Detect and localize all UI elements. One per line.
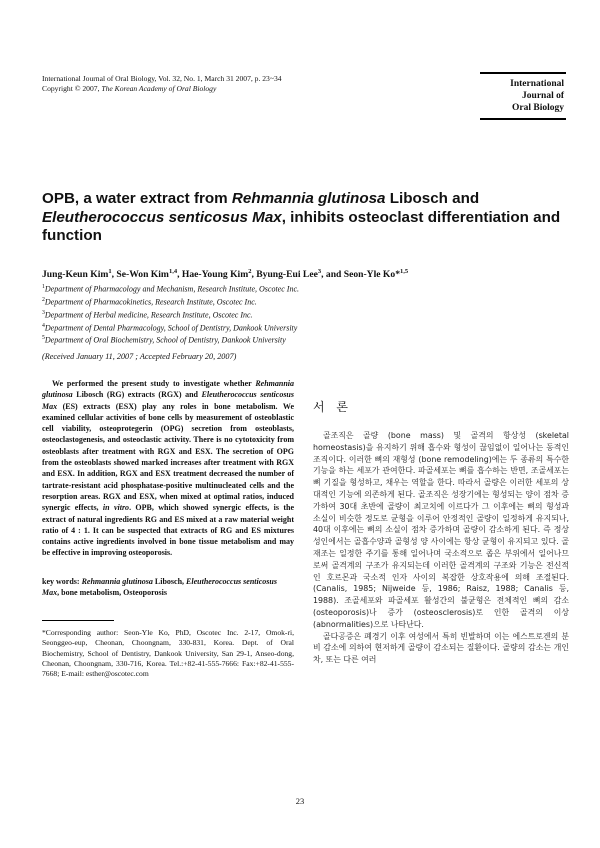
author-name: Hae-Young Kim [181,269,249,281]
title-species-1: Rehmannia glutinosa [231,190,386,207]
affiliation-text: Department of Oral Biochemistry, School of Dentistry, Dankook University [44,336,286,346]
affiliation-mark: 3 [42,309,45,316]
keyword-species: Eleutherococcus senticosus Max [42,577,277,598]
affiliation-text: Department of Dental Pharmacology, School of Dentistry, Dankook University [44,323,298,333]
author-separator: , and [321,269,344,281]
body-paragraph: 골다공증은 폐경기 이후 여성에서 특히 빈발하며 이는 에스트로겐의 분비 감소에 의하여 현저하게 골량이 감소되는 질환이다. 골량의 감소는 개인차, 또는 다른 여러 [313,631,569,665]
affiliation-item [42,282,562,295]
citation-line: International Journal of Oral Biology, Vol. 32, No. 1, March 31 2007, p. 23~34 [42,74,282,83]
section-heading-introduction: 서 론 [313,400,352,414]
keyword-text: Libosch, [152,577,187,586]
footnote-divider [42,620,114,621]
journal-name-line1: International [510,79,564,89]
abstract [42,378,294,559]
abstract-text: We performed the present study to investigate whether [52,379,256,388]
author-affiliation-mark: 1,5 [400,268,409,275]
keyword-species: Rehmannia glutinosa [81,577,153,586]
abstract-text: . OPB, which showed synergic effects, is the extract of natural ingredients RG and ES mixed at a raw material weight ratio of 4 : 1. It can be suspected that extracts of RG and ES mixtures contains active ingredients involved in bone tissue metabolism and may be effective in improving osteoporosis. [42,503,294,558]
received-dates: (Received January 11, 2007 ; Accepted February 20, 2007) [42,352,237,361]
abstract-latin: in vitro [102,503,130,513]
affiliation-item [42,308,562,321]
abstract-text: Libosch (RG) extracts (RGX) and [72,390,202,400]
journal-name-box [480,72,566,120]
copyright-line [42,84,422,94]
corresponding-author-footnote: *Corresponding author: Seon-Yle Ko, PhD, Oscotec Inc. 2-17, Omok-ri, Seonggeo-eup, Cheonan, Choongnam, 330-831, Korea. Dept. of Oral Biochemistry, School of Dentistry, Dankook University, San 29-1, Anseo-dong, Cheonan, Choongnam, 330-716, Korea. Tel.:+82-41-555-7666: Fax:+82-41-555-7668; E-mail: esther@oscotec.com [42,628,294,679]
affiliation-text: Department of Pharmacology and Mechanism, Research Institute, Oscotec Inc. [44,284,299,294]
author-separator: , [111,269,117,281]
author-affiliation-mark: 2 [248,268,252,275]
affiliation-item [42,321,562,334]
affiliation-item [42,295,562,308]
author-affiliation-mark: 1 [108,268,112,275]
affiliation-mark: 1 [42,284,45,290]
copyright-symbol: © [74,84,81,93]
author-affiliation-mark: 3 [317,268,322,275]
affiliation-item [42,333,562,346]
affiliation-text: Department of Pharmacokinetics, Research Institute, Oscotec Inc. [44,297,257,307]
journal-name-line2: Journal of [522,91,564,101]
title-part: Libosch and [385,190,480,207]
affiliation-list [42,282,562,346]
author-list [42,266,562,281]
keyword-text: , bone metabolism, Osteoporosis [57,588,167,598]
affiliation-text: Department of Herbal medicine, Research Institute, Oscotec Inc. [44,310,253,320]
page-number: 23 [295,796,305,806]
author-separator: , [177,269,182,281]
keywords [42,576,294,598]
author-separator: , [251,269,257,281]
author-name: Byung-Eui Lee [256,269,318,281]
title-species-2: Eleutherococcus senticosus Max [42,208,282,226]
author-name: Seon-Yle Ko* [343,269,400,281]
keywords-label: key words: [42,577,82,586]
body-paragraph: 골조직은 골량 (bone mass) 및 골격의 항상성 (skeletal homeostasis)을 유지하기 위해 흡수와 형성이 끊임없이 일어나는 동적인 조직이다. 이러한 뼈의 재형성 (bone remodeling)에는 두 종류의 특수한 기능을 하는 세포가 관여한다. 파골세포는 뼈를 흡수하는 반면, 조골세포는 뼈 기질을 형성하고, 채우는 역할을 한다. 따라서 골량은 이러한 세포의 상대적인 기능에 의존하게 된다. 골조직은 성장기에는 형성되는 양이 점차 증가하여 30대 초반에 골량이 최고치에 이르다가 그 이후에는 뼈의 형성과 소실이 비슷한 정도로 균형을 이루어 안정적인 골량이 일정하게 유지되나, 40대 이후에는 뼈의 소실이 점차 증가하며 골량이 감소하게 된다. 즉 정상 성인에서는 골흡수양과 골형성 양 사이에는 항상 균형이 유지되고 있다. 골 재조는 일정한 주기를 통해 일어나며 국소적으로 좁은 부위에서 일어나므로써 골격계의 구조가 유지되는데 이러한 골격계의 구조와 기능은 전신적인 호르몬과 국소적 인자 사이의 복잡한 상호작용에 의해 조절된다. (Canalis, 1985; Nijweide 등, 1986; Raisz, 1988; Canalis 등, 1988). 조골세포와 파골세포 활성간의 불균형은 전체적인 뼈의 감소 (osteoporosis)나 증가 (osteosclerosis)로 인한 골격의 이상 (abnormalities)으로 나타난다. [313,431,569,629]
title-part: OPB, a water extract from [42,190,232,207]
author-name: Jung-Keun Kim [42,269,109,281]
copyright-holder: The Korean Academy of Oral Biology [101,84,217,93]
author-affiliation-mark: 1,4 [168,268,178,275]
abstract-species: Eleutherococcus senticosus Max [42,390,294,411]
author-name: Se-Won Kim [116,269,169,281]
affiliation-mark: 5 [42,335,45,342]
introduction-body [313,430,569,666]
journal-name-line3: Oral Biology [512,103,564,113]
copyright-year: 2007, [80,84,102,93]
copyright-prefix: Copyright [42,84,75,93]
article-title [42,190,562,246]
journal-citation-header [42,74,422,94]
affiliation-mark: 4 [42,322,45,329]
abstract-text: (ES) extracts (ESX) play any roles in bone metabolism. We examined cellular activities of bone cells by measurement of osteoblastic cell viability, osteoprotegerin (OPG) secretion from osteoblasts, osteoclastogenesis, and osteoclastic activity. There is no cytotoxicity from osteoblasts after treatment with RGX and ESX. The secretion of OPG from the osteoblasts showed marked increases after treatment with RGX and ESX. In addition, RGX and ESX treatment decreased the number of tartrate-resistant acid phosphatase-positive multinucleated cells and the resorption areas. RGX and ESX, when mixed at optimal ratios, induced synergic effects, [42,401,294,513]
abstract-species: Rehmannia glutinosa [42,379,294,400]
title-part: , inhibits osteoclast differentiation and function [42,208,561,244]
affiliation-mark: 2 [42,296,45,303]
